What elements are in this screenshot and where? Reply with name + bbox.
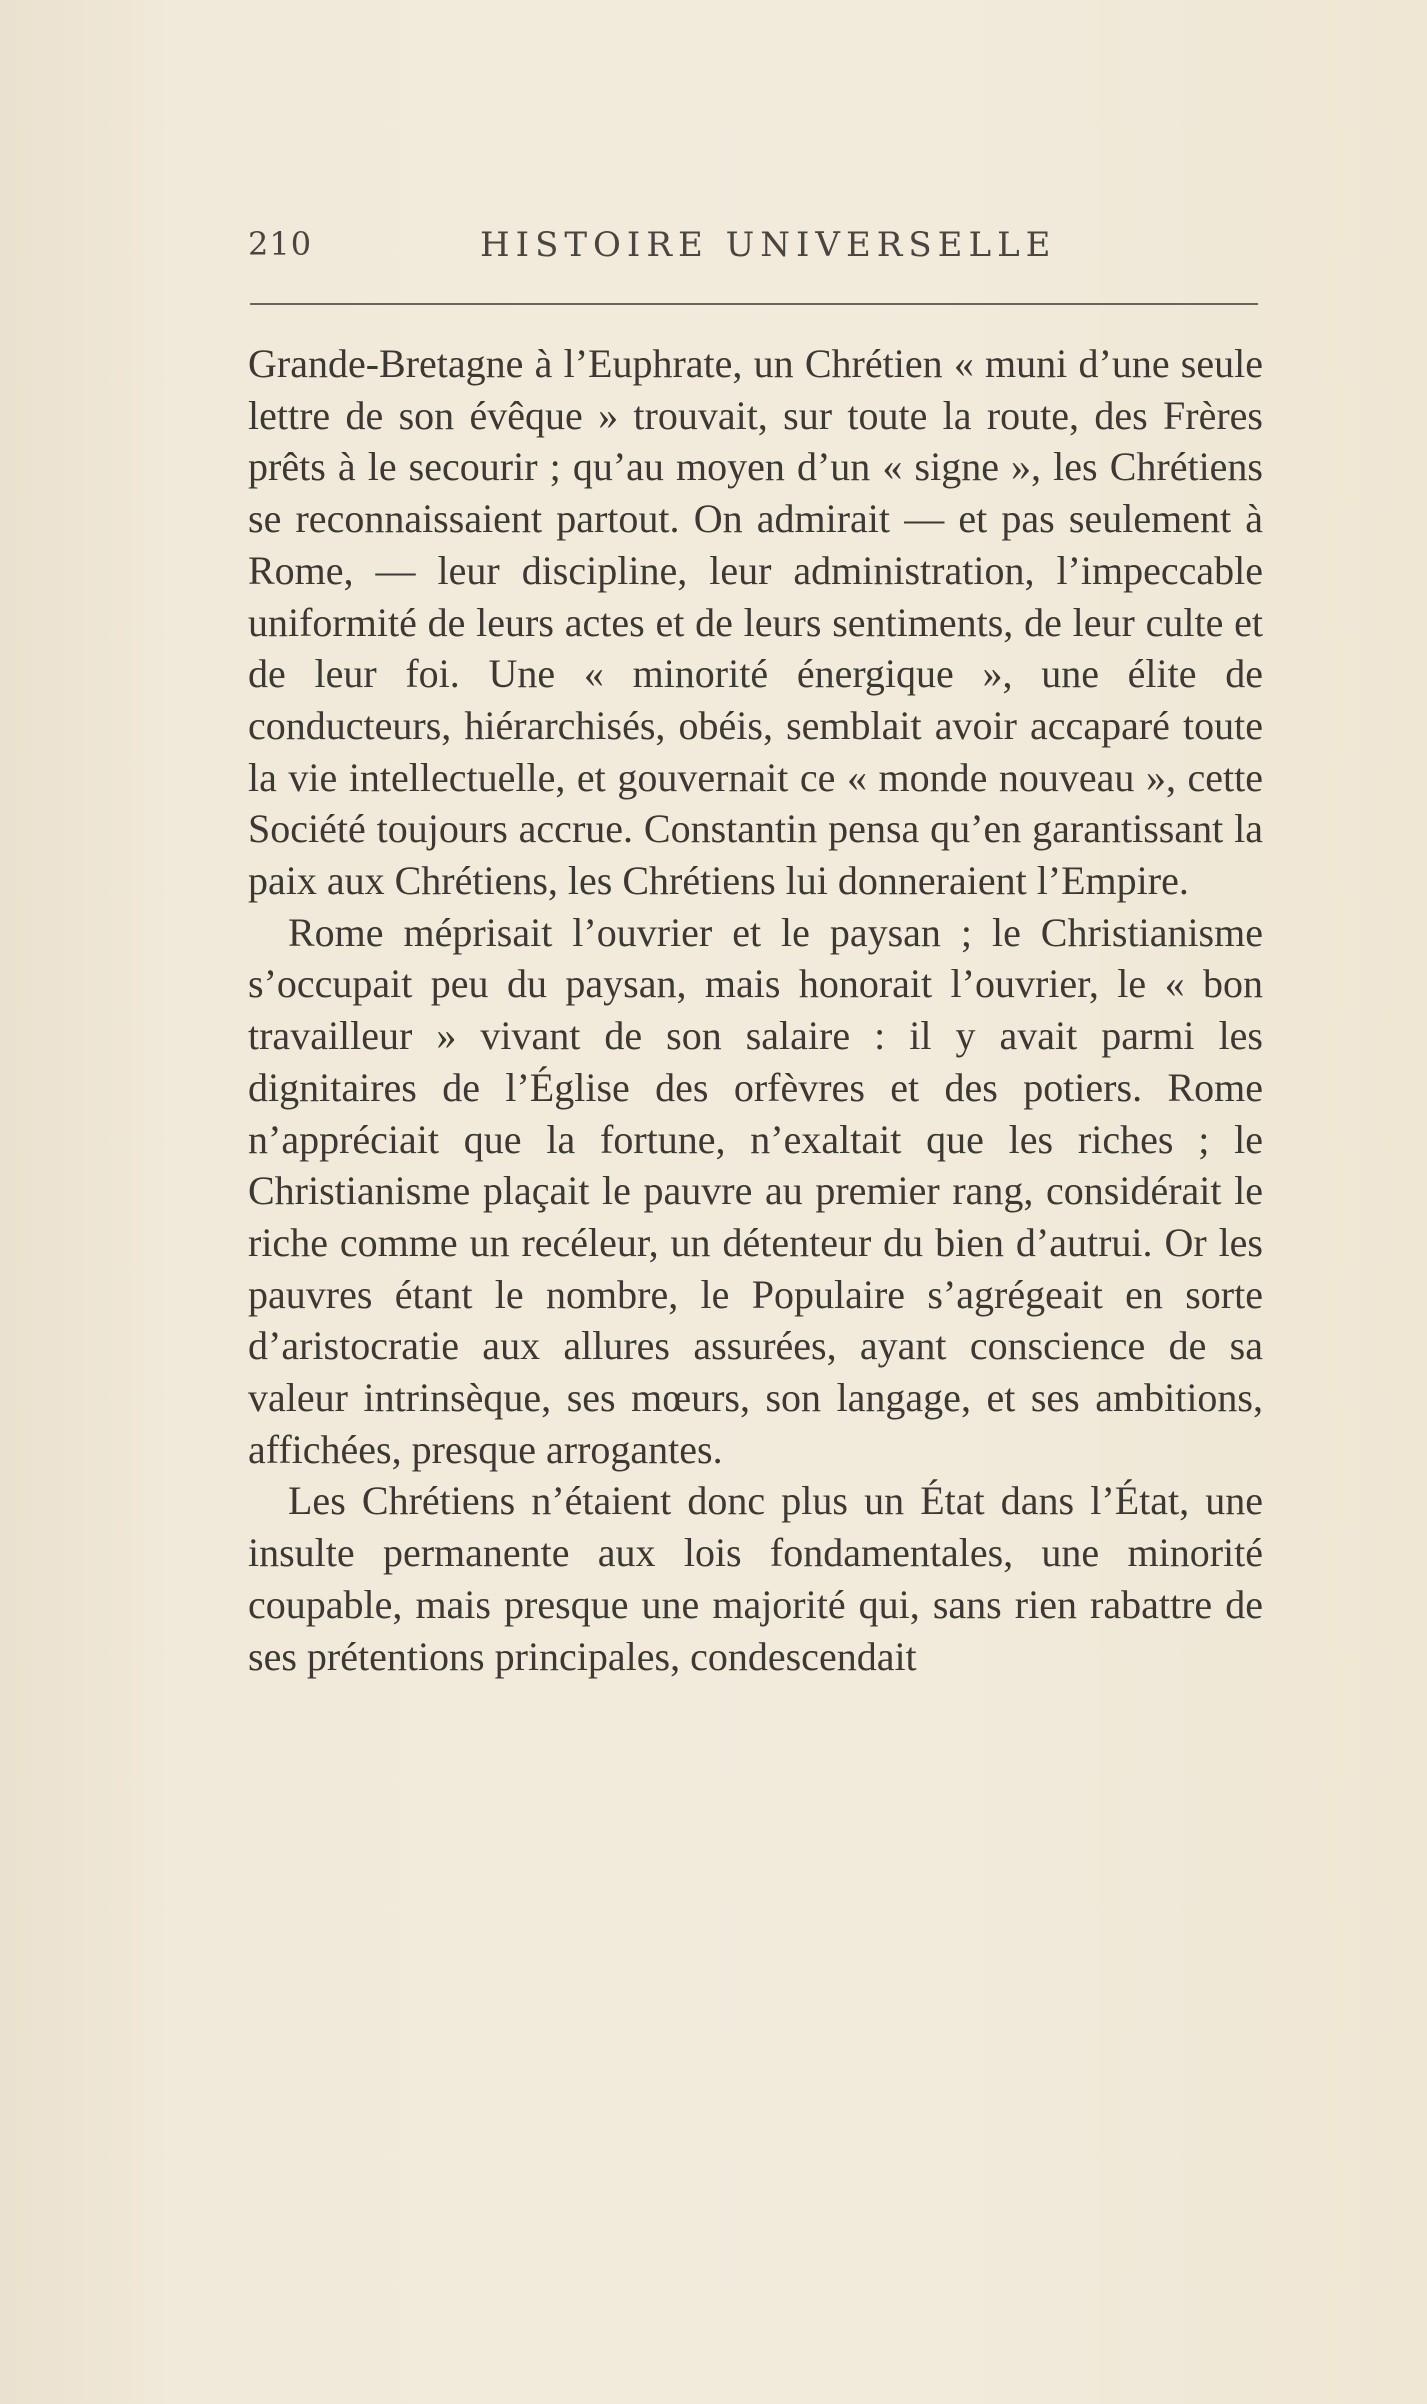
running-title: HISTOIRE UNIVERSELLE bbox=[480, 225, 1057, 265]
page-number: 210 bbox=[248, 225, 313, 263]
paragraph-3: Les Chrétiens n’étaient donc plus un État dans l’État, une insulte permanente aux lois fondamentales, une minorité coupable, mais presque une majorité qui, sans rien rabattre de ses prétentions principales, condescendait bbox=[248, 1478, 1263, 1679]
page-header bbox=[248, 225, 1258, 285]
body-text bbox=[248, 338, 1263, 1682]
paragraph-1: Grande-Bretagne à l’Euphrate, un Chrétien « muni d’une seule lettre de son évêque » trouvait, sur toute la route, des Frères prêts à le secourir ; qu’au moyen d’un « signe », les Chrétiens se reconnaissaient partout. On admirait — et pas seulement à Rome, — leur discipline, leur administration, l’impeccable uniformité de leurs actes et de leurs sentiments, de leur culte et de leur foi. Une « minorité énergique », une élite de conducteurs, hiérarchisés, obéis, semblait avoir accaparé toute la vie intellectuelle, et gouvernait ce « monde nouveau », cette Société toujours accrue. Constantin pensa qu’en garantissant la paix aux Chrétiens, les Chrétiens lui donneraient l’Empire. bbox=[248, 341, 1263, 904]
paragraph-2: Rome méprisait l’ouvrier et le paysan ; le Christianisme s’occupait peu du paysan, mais honorait l’ouvrier, le « bon travailleur » vivant de son salaire : il y avait parmi les dignitaires de l’Église des orfèvres et des potiers. Rome n’appréciait que la fortune, n’exaltait que les riches ; le Christianisme plaçait le pauvre au premier rang, considérait le riche comme un recéleur, un détenteur du bien d’autrui. Or les pauvres étant le nombre, le Populaire s’agrégeait en sorte d’aristocratie aux allures assurées, ayant conscience de sa valeur intrinsèque, ses mœurs, son langage, et ses ambitions, affichées, presque arrogantes. bbox=[248, 909, 1263, 1472]
header-rule bbox=[250, 303, 1258, 305]
